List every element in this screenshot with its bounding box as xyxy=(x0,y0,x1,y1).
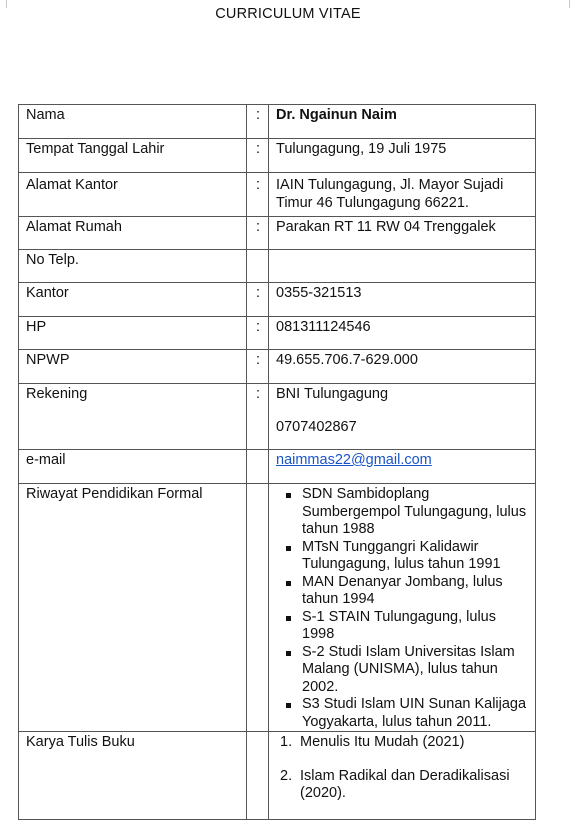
label-rekening: Rekening xyxy=(19,384,247,450)
value-alamat-kantor: IAIN Tulungagung, Jl. Mayor Sujadi Timur 46 Tulungagung 66221. xyxy=(269,173,536,217)
separator: : xyxy=(247,350,269,384)
book-number: 2. xyxy=(280,767,293,784)
label-alamat-rumah: Alamat Rumah xyxy=(19,217,247,250)
row-alamat-kantor xyxy=(19,173,536,217)
book-title: Menulis Itu Mudah (2021) xyxy=(300,734,465,750)
separator xyxy=(247,250,269,283)
separator: : xyxy=(247,217,269,250)
label-karya-tulis-buku: Karya Tulis Buku xyxy=(19,732,247,820)
label-alamat-kantor: Alamat Kantor xyxy=(19,173,247,217)
row-tempat-tanggal-lahir xyxy=(19,139,536,173)
row-rekening xyxy=(19,384,536,450)
value-alamat-rumah: Parakan RT 11 RW 04 Trenggalek xyxy=(269,217,536,250)
separator xyxy=(247,732,269,820)
label-hp: HP xyxy=(19,317,247,350)
separator: : xyxy=(247,384,269,450)
label-email: e-mail xyxy=(19,450,247,484)
row-email xyxy=(19,450,536,484)
row-nama xyxy=(19,105,536,139)
value-hp: 081311124546 xyxy=(269,317,536,350)
label-no-telp: No Telp. xyxy=(19,250,247,283)
label-kantor: Kantor xyxy=(19,283,247,317)
book-title: Islam Radikal dan Deradikalisasi (2020). xyxy=(300,767,510,801)
value-tempat-tanggal-lahir: Tulungagung, 19 Juli 1975 xyxy=(269,139,536,173)
rekening-bank: BNI Tulungagung xyxy=(276,386,389,402)
value-email xyxy=(269,450,536,484)
row-riwayat-pendidikan xyxy=(19,484,536,732)
education-item: MTsN Tunggangri Kalidawir Tulungagung, lulus tahun 1991 xyxy=(302,539,529,574)
rekening-number: 0707402867 xyxy=(276,418,357,435)
value-nama: Dr. Ngainun Naim xyxy=(269,105,536,139)
separator: : xyxy=(247,283,269,317)
document-title: CURRICULUM VITAE xyxy=(215,6,361,22)
value-riwayat-pendidikan xyxy=(269,484,536,732)
separator: : xyxy=(247,105,269,139)
education-item: S-2 Studi Islam Universitas Islam Malang (UNISMA), lulus tahun 2002. xyxy=(302,644,529,697)
education-item: SDN Sambidoplang Sumbergempol Tulungagung, lulus tahun 1988 xyxy=(302,486,529,539)
row-npwp xyxy=(19,350,536,384)
separator xyxy=(247,484,269,732)
row-no-telp xyxy=(19,250,536,283)
row-hp xyxy=(19,317,536,350)
row-alamat-rumah xyxy=(19,217,536,250)
education-item: MAN Denanyar Jombang, lulus tahun 1994 xyxy=(302,574,529,609)
value-kantor-phone: 0355-321513 xyxy=(269,283,536,317)
label-riwayat-pendidikan: Riwayat Pendidikan Formal xyxy=(19,484,247,732)
value-karya-tulis-buku xyxy=(269,732,536,820)
value-npwp: 49.655.706.7-629.000 xyxy=(269,350,536,384)
book-item xyxy=(280,734,529,752)
separator: : xyxy=(247,317,269,350)
separator: : xyxy=(247,173,269,217)
label-tempat-tanggal-lahir: Tempat Tanggal Lahir xyxy=(19,139,247,173)
book-item xyxy=(280,767,529,803)
email-link[interactable]: naimmas22@gmail.com xyxy=(276,452,432,468)
label-nama: Nama xyxy=(19,105,247,139)
education-item: S-1 STAIN Tulungagung, lulus 1998 xyxy=(302,609,529,644)
separator xyxy=(247,450,269,484)
education-item: S3 Studi Islam UIN Sunan Kalijaga Yogyakarta, lulus tahun 2011. xyxy=(302,696,529,731)
cv-table xyxy=(18,104,536,820)
value-rekening xyxy=(269,384,536,450)
row-kantor xyxy=(19,283,536,317)
book-list xyxy=(276,734,529,803)
separator: : xyxy=(247,139,269,173)
value-no-telp xyxy=(269,250,536,283)
label-npwp: NPWP xyxy=(19,350,247,384)
book-number: 1. xyxy=(280,734,293,750)
row-karya-tulis-buku xyxy=(19,732,536,820)
education-list xyxy=(276,486,529,731)
